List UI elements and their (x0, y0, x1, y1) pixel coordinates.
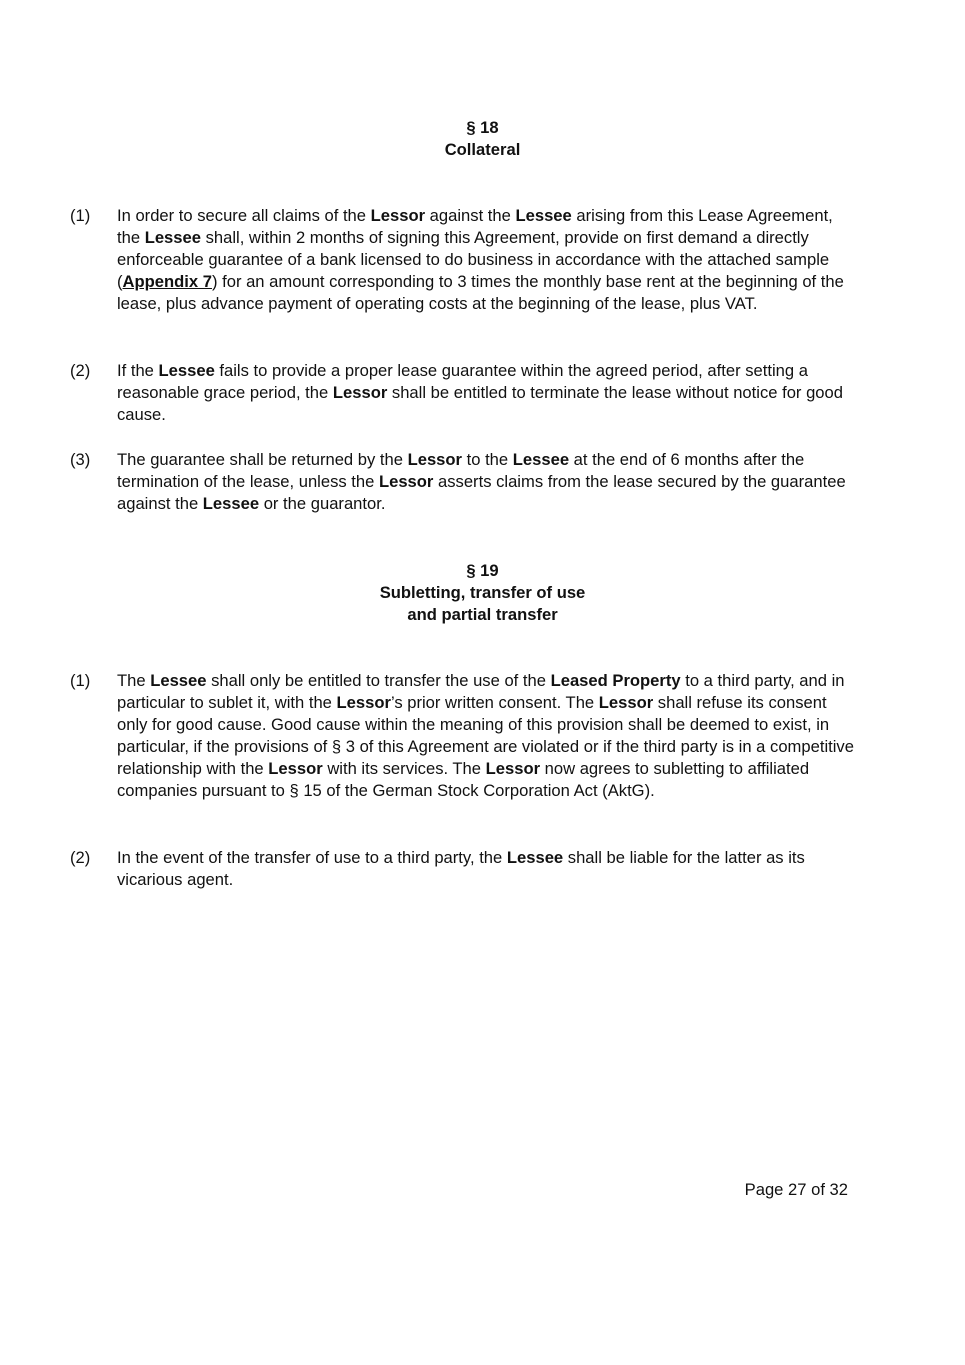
term-lessee: Lessee (515, 206, 572, 225)
term-lessee: Lessee (506, 848, 564, 867)
paragraph-number: (1) (70, 206, 91, 225)
paragraph-text (117, 205, 857, 315)
paragraph-number: (1) (70, 671, 91, 690)
text-run: against the (425, 206, 516, 225)
text-run: In the event of the transfer of use to a third party, the (117, 848, 507, 867)
page-number: Page 27 of 32 (744, 1180, 848, 1199)
text-run: or the guarantor. (259, 494, 386, 514)
text-run: In order to secure all claims of the (117, 206, 371, 225)
text-run: The (117, 671, 151, 690)
text-run: arising from this Lease Agreement, the (117, 206, 833, 248)
text-run: asserts claims from the lease secured by the guarantee against the (117, 472, 846, 514)
text-run: shall only be entitled to transfer the use of the (206, 671, 551, 690)
section-19-symbol: § 19 (466, 561, 499, 580)
term-lessee: Lessee (202, 494, 260, 514)
text-run: fails to provide a proper lease guarantee within the agreed period, after setting a reasonable grace period, the (117, 361, 808, 403)
text-run: The guarantee shall be returned by the (117, 450, 408, 469)
term-lessor: Lessor (485, 759, 541, 779)
section-19-title-line-1: Subletting, transfer of use (379, 583, 586, 603)
section-18-paragraph-2 (70, 360, 860, 426)
paragraph-text (117, 847, 857, 891)
text-run: now agrees to subletting to affiliated companies pursuant to § 15 of the German Stock Corporation Act (AktG). (117, 759, 810, 801)
text-run: with its services. The (322, 759, 486, 779)
term-lessee: Lessee (158, 361, 215, 380)
text-run: If the (117, 361, 159, 380)
text-run: shall, within 2 months of signing this Agreement, provide on first demand a directly enforceable guarantee of a bank licensed to do business in accordance with the attached sample ( (117, 228, 830, 292)
term-lessor: Lessor (370, 206, 426, 225)
section-19-title-line-2: and partial transfer (407, 605, 558, 625)
section-18-title: Collateral (444, 140, 521, 160)
text-run: to a third party, and in particular to sublet it, with the (117, 671, 845, 713)
text-run: ) for an amount corresponding to 3 times the monthly base rent at the beginning of the lease, plus advance payment of operating costs at the beginning of the lease, plus VAT. (117, 272, 844, 314)
section-19-paragraph-2 (70, 847, 860, 891)
term-lessor: Lessor (407, 450, 463, 469)
term-lessor: Lessor (598, 693, 654, 713)
appendix-7-reference[interactable]: Appendix 7 (122, 272, 212, 292)
section-19-paragraph-1 (70, 670, 860, 803)
section-18-paragraph-1 (70, 205, 860, 315)
section-18-symbol: § 18 (466, 118, 499, 137)
term-lessee: Lessee (150, 671, 207, 690)
text-run: to the (462, 450, 513, 469)
paragraph-text (117, 670, 857, 803)
paragraph-text (117, 360, 857, 426)
paragraph-number: (3) (70, 450, 91, 469)
text-run: shall be liable for the latter as its vicarious agent. (117, 848, 805, 890)
term-lessee: Lessee (144, 228, 201, 248)
paragraph-number: (2) (70, 848, 91, 867)
text-run: ’s prior written consent. The (390, 693, 599, 713)
term-lessor: Lessor (378, 472, 434, 492)
section-18-paragraph-3 (70, 449, 860, 515)
paragraph-number: (2) (70, 361, 91, 380)
term-lessee: Lessee (512, 450, 570, 469)
text-run: shall refuse its consent only for good cause. Good cause within the meaning of this provision shall be deemed to exist, in particular, if the provisions of § 3 of this Agreement are violated or if the third party is in a competitive relationship with the (117, 693, 854, 779)
term-lessor: Lessor (268, 759, 323, 779)
section-18-heading (0, 117, 965, 161)
term-lessor: Lessor (336, 693, 391, 713)
section-19-heading (0, 560, 965, 626)
paragraph-text (117, 449, 857, 515)
term-leased-property: Leased Property (550, 671, 681, 690)
text-run: shall be entitled to terminate the lease without notice for good cause. (117, 383, 843, 425)
text-run: at the end of 6 months after the termination of the lease, unless the (117, 450, 805, 492)
term-lessor: Lessor (332, 383, 388, 403)
